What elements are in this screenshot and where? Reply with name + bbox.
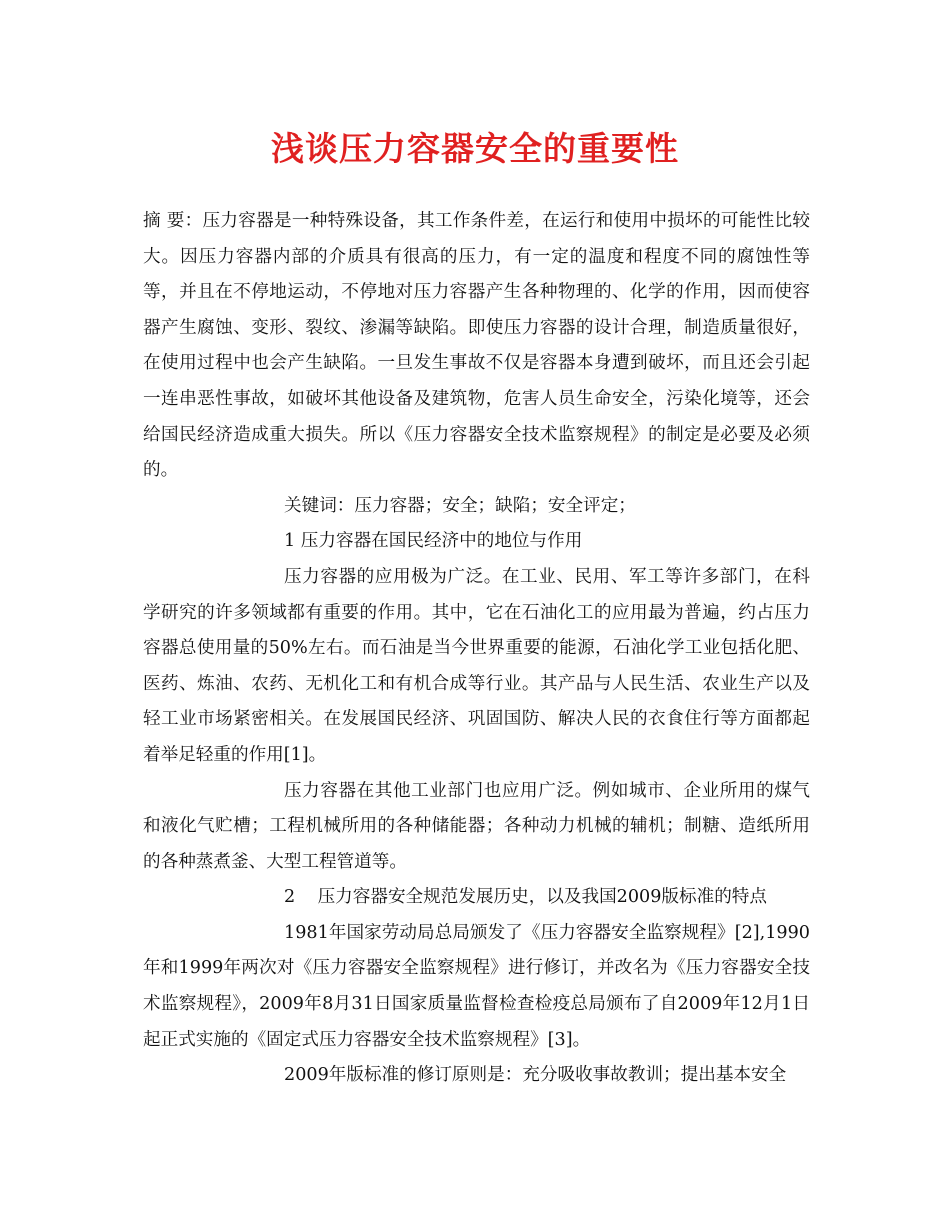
section-2-paragraph-1: 1981年国家劳动局总局颁发了《压力容器安全监察规程》[2],1990年和1999年两次对《压力容器安全监察规程》进行修订，并改名为《压力容器安全技术监察规程》，2009年8月31日国家质量监督检查检疫总局颁布了自2009年12月1日起正式实施的《固定式压力容器安全技术监察规程》[3]。 <box>143 922 810 1050</box>
section-1-paragraph-1: 压力容器的应用极为广泛。在工业、民用、军工等许多部门，在科学研究的许多领域都有重要的作用。其中，它在石油化工的应用最为普遍，约占压力容器总使用量的50%左右。而石油是当今世界重要的能源，石油化学工业包括化肥、医药、炼油、农药、无机化工和有机合成等行业。其产品与人民生活、农业生产以及轻工业市场紧密相关。在发展国民经济、巩固国防、解决人民的衣食住行等方面都起着举足轻重的作用[1]。 <box>143 566 810 765</box>
section-2-heading: 2 压力容器安全规范发展历史，以及我国2009版标准的特点 <box>284 887 767 908</box>
document-title: 浅谈压力容器安全的重要性 <box>271 129 679 168</box>
section-1-heading: 1 压力容器在国民经济中的地位与作用 <box>284 531 583 552</box>
section-2-paragraph-2: 2009年版标准的修订原则是：充分吸收事故教训；提出基本安全 <box>284 1065 787 1086</box>
document-body <box>143 204 810 1094</box>
abstract-paragraph: 摘 要：压力容器是一种特殊设备，其工作条件差，在运行和使用中损坏的可能性比较大。因压力容器内部的介质具有很高的压力，有一定的温度和程度不同的腐蚀性等等，并且在不停地运动，不停地对压力容器产生各种物理的、化学的作用，因而使容器产生腐蚀、变形、裂纹、渗漏等缺陷。即使压力容器的设计合理，制造质量很好，在使用过程中也会产生缺陷。一旦发生事故不仅是容器本身遭到破坏，而且还会引起一连串恶性事故，如破坏其他设备及建筑物，危害人员生命安全，污染化境等，还会给国民经济造成重大损失。所以《压力容器安全技术监察规程》的制定是必要及必须的。 <box>143 211 810 481</box>
keywords-line: 关键词：压力容器；安全；缺陷；安全评定； <box>284 495 636 516</box>
section-1-paragraph-2: 压力容器在其他工业部门也应用广泛。例如城市、企业所用的煤气和液化气贮槽；工程机械所用的各种储能器；各种动力机械的辅机；制糖、造纸所用的各种蒸煮釜、大型工程管道等。 <box>143 780 810 872</box>
